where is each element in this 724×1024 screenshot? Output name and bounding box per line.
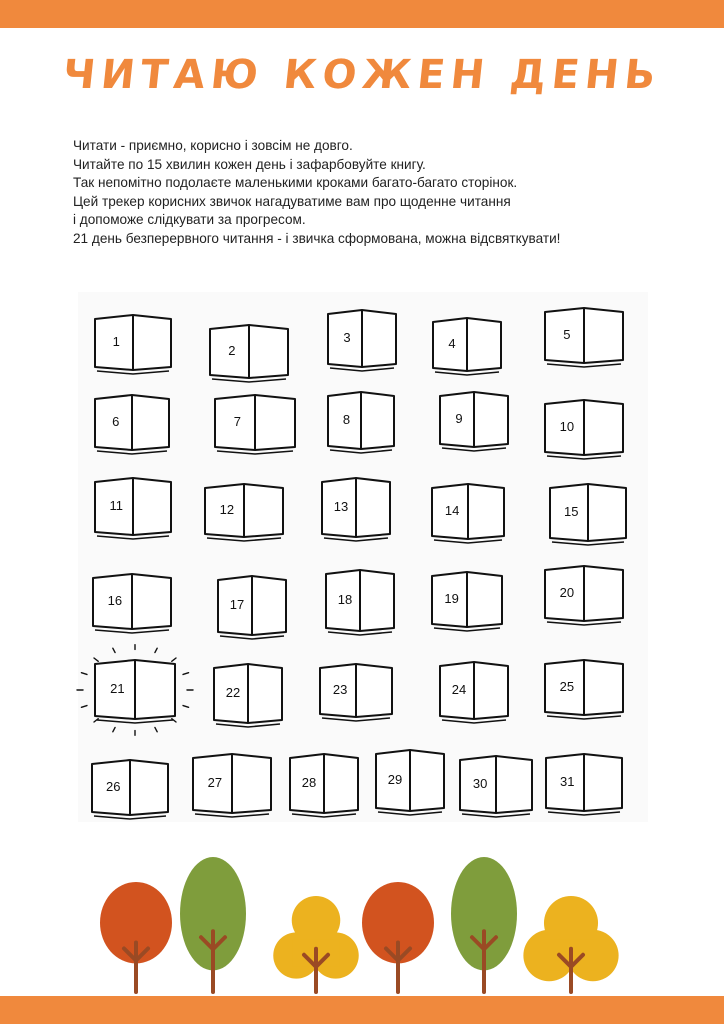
day-number: 17: [229, 597, 245, 612]
day-number: 22: [225, 685, 241, 700]
day-book-15[interactable]: [550, 484, 626, 545]
day-number: 20: [559, 585, 575, 600]
day-book-27[interactable]: [193, 754, 271, 817]
day-book-19[interactable]: [432, 572, 502, 631]
intro-line: Так непомітно подолаєте маленькими кроками багато-багато сторінок.: [73, 175, 518, 190]
day-number: 3: [343, 330, 351, 345]
day-book-11[interactable]: [95, 478, 171, 539]
day-number: 31: [560, 774, 575, 789]
day-book-2[interactable]: [210, 325, 288, 382]
day-number: 12: [219, 502, 235, 517]
day-number: 16: [107, 593, 123, 608]
day-number: 11: [109, 498, 124, 513]
intro-line: 21 день безперервного читання - і звичка сформована, можна відсвяткувати!: [73, 230, 561, 246]
day-number: 4: [448, 336, 456, 351]
bottom-accent-bar: [0, 996, 724, 1024]
day-number: 21: [110, 681, 125, 696]
day-book-13[interactable]: [322, 478, 390, 541]
day-number: 27: [207, 775, 223, 790]
day-book-30[interactable]: [460, 756, 532, 817]
day-book-18[interactable]: [326, 570, 394, 635]
day-book-12[interactable]: [205, 484, 283, 541]
intro-line: Читати - приємно, корисно і зовсім не довго.: [73, 138, 353, 153]
day-number: 29: [387, 772, 403, 787]
tree-icon: [362, 882, 434, 992]
day-book-9[interactable]: [440, 392, 508, 451]
day-book-10[interactable]: [545, 400, 623, 459]
day-number: 6: [112, 414, 120, 429]
day-number: 5: [563, 327, 571, 342]
day-book-25[interactable]: [545, 660, 623, 719]
day-book-31[interactable]: [546, 754, 622, 815]
day-book-17[interactable]: [218, 576, 286, 639]
tree-icon: [451, 857, 517, 992]
intro-line: Читайте по 15 хвилин кожен день і зафарбовуйте книгу.: [73, 156, 426, 172]
intro-line: і допоможе слідкувати за прогресом.: [73, 212, 306, 227]
day-book-3[interactable]: [328, 310, 396, 371]
day-number: 30: [472, 776, 488, 791]
day-number: 23: [332, 682, 348, 697]
day-number: 9: [455, 411, 463, 426]
day-number: 19: [444, 591, 459, 606]
tree-border: [0, 840, 724, 1000]
day-number: 13: [333, 499, 349, 514]
day-book-6[interactable]: [95, 395, 169, 454]
day-number: 1: [112, 334, 120, 349]
day-book-22[interactable]: [214, 664, 282, 727]
day-number: 7: [233, 414, 242, 429]
day-book-23[interactable]: [320, 664, 392, 721]
day-book-21[interactable]: [95, 660, 175, 723]
day-number: 24: [451, 682, 467, 697]
day-number: 25: [559, 679, 575, 694]
tree-icon: [100, 882, 172, 992]
intro-line: Цей трекер корисних звичок нагадуватиме вам про щоденне читання: [73, 193, 511, 209]
day-number: 10: [559, 419, 575, 434]
day-book-1[interactable]: [95, 315, 171, 374]
tree-icon: [180, 857, 246, 992]
day-number: 14: [444, 503, 460, 518]
day-number: 28: [301, 775, 317, 790]
tree-icon: [273, 896, 358, 992]
day-book-8[interactable]: [328, 392, 394, 453]
day-number: 26: [106, 779, 121, 794]
day-book-14[interactable]: [432, 484, 504, 543]
day-book-16[interactable]: [93, 574, 171, 633]
day-number: 8: [342, 412, 351, 427]
tree-icon: [523, 896, 618, 992]
day-number: 18: [337, 592, 353, 607]
day-book-29[interactable]: [376, 750, 444, 815]
day-book-5[interactable]: [545, 308, 623, 367]
day-book-7[interactable]: [215, 395, 295, 454]
day-book-26[interactable]: [92, 760, 168, 819]
day-number: 15: [564, 504, 579, 519]
day-number: 2: [228, 343, 236, 358]
page-title: ЧИТАЮ КОЖЕН ДЕНЬ: [60, 52, 664, 98]
day-book-4[interactable]: [433, 318, 501, 375]
day-book-24[interactable]: [440, 662, 508, 723]
day-book-28[interactable]: [290, 754, 358, 817]
day-book-20[interactable]: [545, 566, 623, 625]
